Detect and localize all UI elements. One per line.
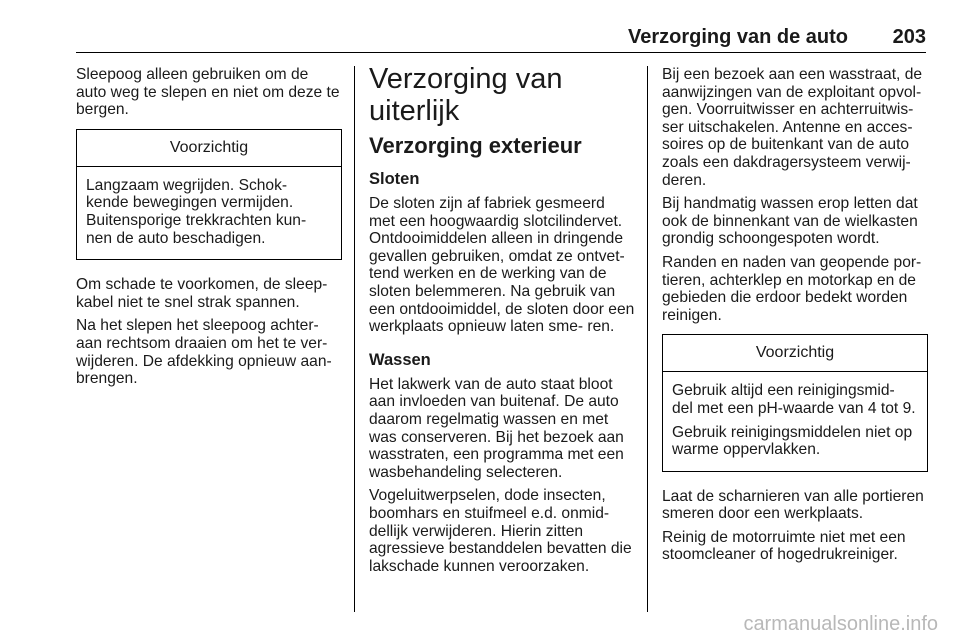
page-title: Verzorging van de auto <box>627 26 848 48</box>
paragraph-car-wash: Bij een bezoek aan een wasstraat, de aanwijzingen van de exploitant opvol- gen. Voorruitwisser en achterruitwis- ser uitschakelen. Antenne en acces- soires op de buitenkant van de auto zoals een dakdragersysteem verwij- deren. <box>662 66 923 189</box>
heading-sloten: Sloten <box>369 170 420 188</box>
paragraph-sloten: De sloten zijn af fabriek gesmeerd met een hoogwaardig slotcilindervet. Ontdooimiddelen alleen in dringende gevallen gebruiken, omdat ze ontvet- tend werken en de werking van de sloten belemmeren. Na gebruik van een ontdooimiddel, de sloten door een werkplaats opnieuw laten sme- ren. <box>369 195 635 336</box>
caution-box-towing <box>76 129 342 260</box>
column-divider-1 <box>354 66 355 612</box>
caution-text-1: Gebruik altijd een reinigingsmid- del met een pH-waarde van 4 tot 9. <box>672 382 916 417</box>
column-divider-2 <box>647 66 648 612</box>
column-1 <box>76 66 342 394</box>
page-header <box>76 26 926 53</box>
paragraph-wheel-arches: Bij handmatig wassen erop letten dat ook de binnenkant van de wielkasten grondig schoongespoten wordt. <box>662 195 918 248</box>
paragraph-tow-cable: Om schade te voorkomen, de sleep- kabel niet te snel strak spannen. <box>76 276 328 311</box>
heading-wassen: Wassen <box>369 350 431 369</box>
page-number: 203 <box>892 26 926 48</box>
paragraph-wassen-1: Het lakwerk van de auto staat bloot aan invloeden van buitenaf. De auto daarom regelmatig wassen en met was conserveren. Bij het bezoek aan wasstraten, een programma met een wasbehandeling selecteren. <box>369 375 624 481</box>
caution-text-2: Gebruik reinigingsmiddelen niet op warme oppervlakken. <box>672 423 913 459</box>
paragraph-engine-bay: Reinig de motorruimte niet met een stoomcleaner of hogedrukreiniger. <box>662 528 906 564</box>
subsection-heading: Verzorging exterieur <box>369 133 582 158</box>
caution-box-cleaning <box>662 334 928 471</box>
paragraph-edges-seams: Randen en naden van geopende por- tieren, achterklep en motorkap en de gebieden die erdoor bedekt worden reinigen. <box>662 253 922 324</box>
paragraph-hinges: Laat de scharnieren van alle portieren smeren door een werkplaats. <box>662 487 924 523</box>
caution-title: Voorzichtig <box>663 335 927 372</box>
section-heading: Verzorging van uiterlijk <box>369 63 563 127</box>
caution-text: Langzaam wegrijden. Schok- kende bewegingen vermijden. Buitensporige trekkrachten kun- nen de auto beschadigen. <box>86 176 307 247</box>
paragraph-remove-eye: Na het slepen het sleepoog achter- aan rechtsom draaien om het te ver- wijderen. De afdekking opnieuw aan- brengen. <box>76 317 332 388</box>
column-2 <box>369 63 635 581</box>
watermark: carmanualsonline.info <box>743 613 938 635</box>
paragraph-wassen-2: Vogeluitwerpselen, dode insecten, boomhars en stuifmeel e.d. onmid- dellijk verwijderen. Hierin zitten agressieve bestanddelen bevatten die lakschade kunnen veroorzaken. <box>369 487 632 575</box>
paragraph-towing-eye: Sleepoog alleen gebruiken om de auto weg te slepen en niet om deze te bergen. <box>76 66 340 119</box>
caution-title: Voorzichtig <box>77 130 341 167</box>
column-3 <box>662 66 928 570</box>
